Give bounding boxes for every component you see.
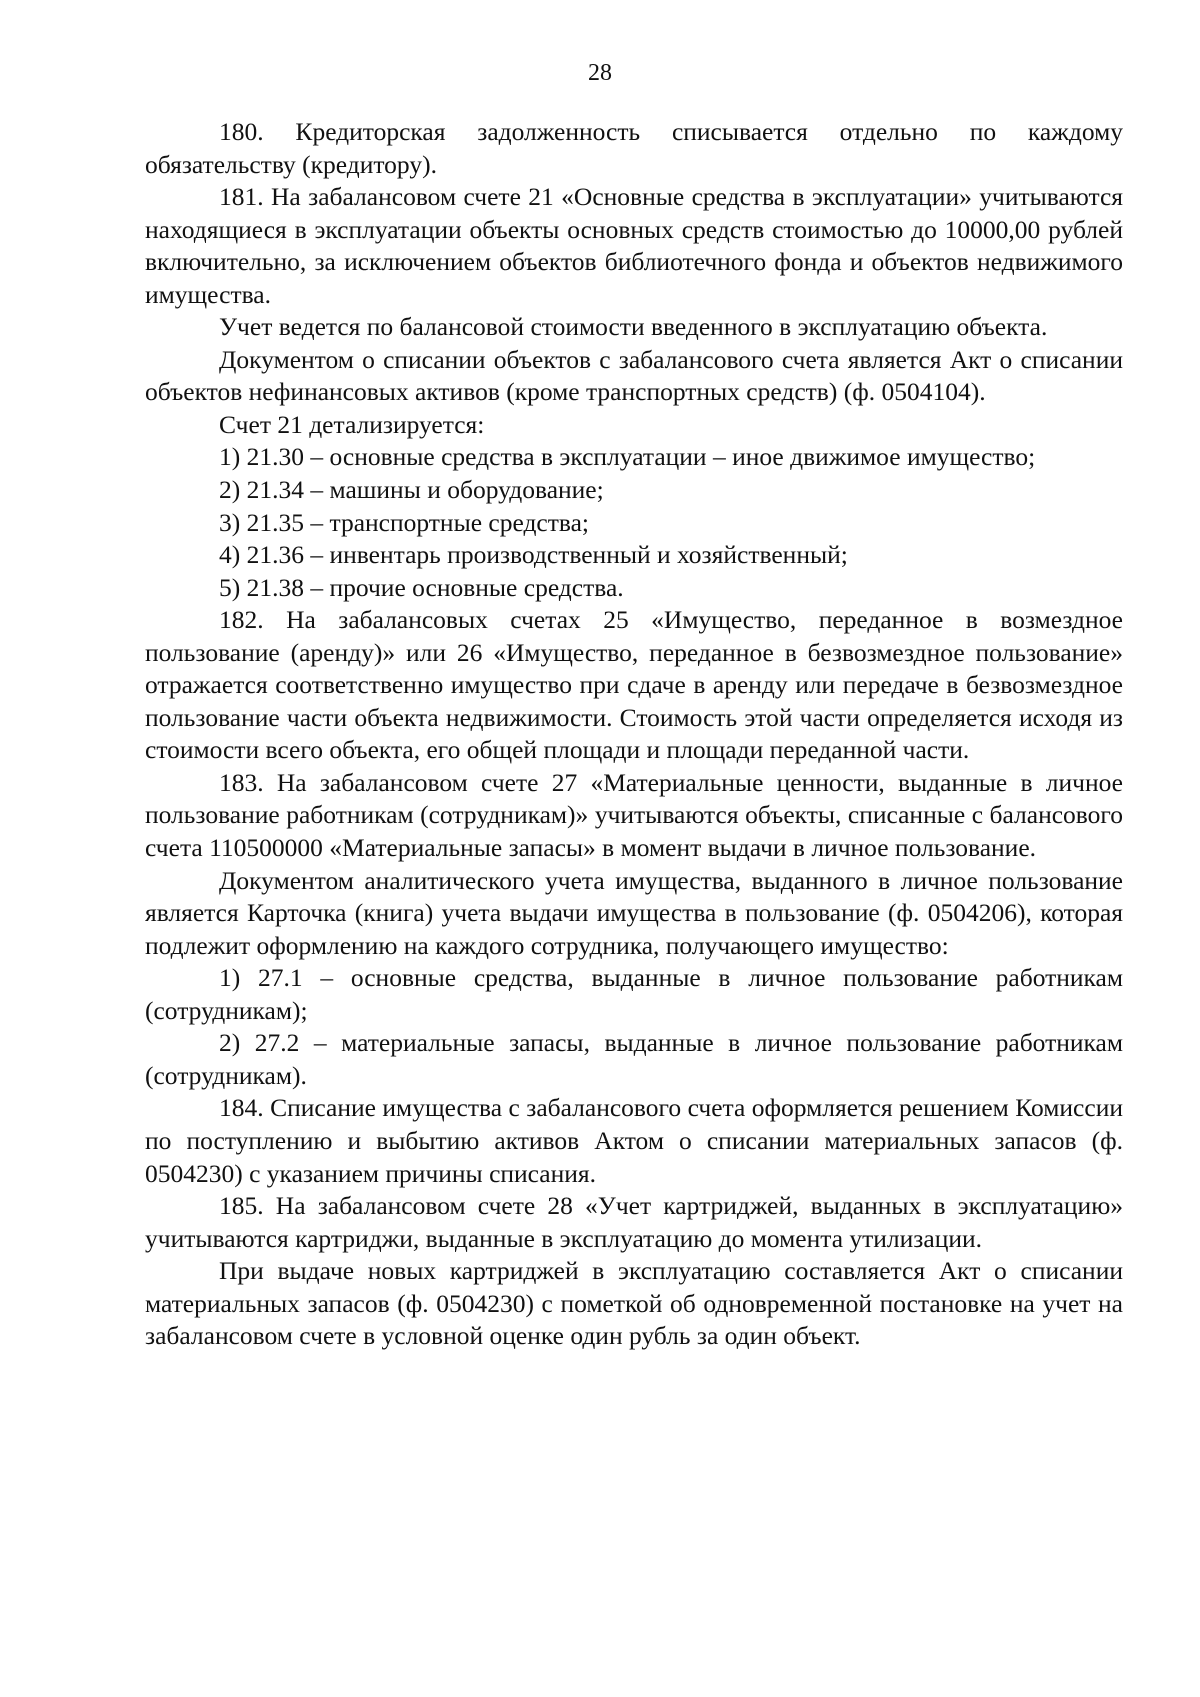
list-item-21-38: 5) 21.38 – прочие основные средства. — [219, 572, 624, 602]
paragraph-182: 182. На забалансовых счетах 25 «Имущество, переданное в возмездное пользование (аренду)» или 26 «Имущество, переданное в безвозмездное пользование» отражается соответственно имущество при сдаче в аренду или передаче в безвозмездное пользование части объекта недвижимости. Стоимость этой части определяется исходя из стоимости всего объекта, его общей площади и площади переданной части. — [145, 605, 1123, 765]
page-number: 28 — [588, 60, 612, 86]
paragraph-184: 184. Списание имущества с забалансового счета оформляется решением Комиссии по поступлению и выбытию активов Актом о списании материальных запасов (ф. 0504230) с указанием причины списания. — [145, 1093, 1123, 1188]
paragraph-185-cartridges: При выдаче новых картриджей в эксплуатацию составляется Акт о списании материальных запасов (ф. 0504230) с пометкой об одновременной постановке на учет на забалансовом счете в условной оценке один рубль за один объект. — [145, 1256, 1123, 1351]
paragraph-181-writeoff-document: Документом о списании объектов с забалансового счета является Акт о списании объектов нефинансовых активов (кроме транспортных средств) (ф. 0504104). — [145, 344, 1123, 407]
paragraph-180: 180. Кредиторская задолженность списывается отдельно по каждому обязательству (кредитору). — [145, 117, 1123, 179]
list-item-27-2: 2) 27.2 – материальные запасы, выданные в личное пользование работникам (сотрудникам). — [145, 1028, 1123, 1090]
account-21-detail-heading: Счет 21 детализируется: — [219, 409, 485, 439]
paragraph-183-card: Документом аналитического учета имущества, выданного в личное пользование является Карточка (книга) учета выдачи имущества в пользование (ф. 0504206), которая подлежит оформлению на каждого сотрудника, получающего имущество: — [145, 865, 1123, 960]
paragraph-183: 183. На забалансовом счете 27 «Материальные ценности, выданные в личное пользование работникам (сотрудникам)» учитываются объекты, списанные с балансового счета 110500000 «Материальные запасы» в момент выдачи в личное пользование. — [145, 767, 1123, 863]
list-item-27-1: 1) 27.1 – основные средства, выданные в личное пользование работникам (сотрудникам); — [145, 963, 1123, 1025]
document-body — [145, 116, 1123, 1353]
list-item-21-30: 1) 21.30 – основные средства в эксплуатации – иное движимое имущество; — [219, 442, 1036, 472]
list-item-21-34: 2) 21.34 – машины и оборудование; — [219, 475, 604, 505]
list-item-21-35: 3) 21.35 – транспортные средства; — [219, 507, 589, 537]
list-item-21-36: 4) 21.36 – инвентарь производственный и хозяйственный; — [219, 540, 848, 570]
paragraph-181-valuation: Учет ведется по балансовой стоимости введенного в эксплуатацию объекта. — [219, 312, 1048, 342]
paragraph-181: 181. На забалансовом счете 21 «Основные средства в эксплуатации» учитываются находящиеся в эксплуатации объекты основных средств стоимостью до 10000,00 рублей включительно, за исключением объектов библиотечного фонда и объектов недвижимого имущества. — [145, 182, 1123, 309]
paragraph-185: 185. На забалансовом счете 28 «Учет картриджей, выданных в эксплуатацию» учитываются картриджи, выданные в эксплуатацию до момента утилизации. — [145, 1191, 1123, 1253]
